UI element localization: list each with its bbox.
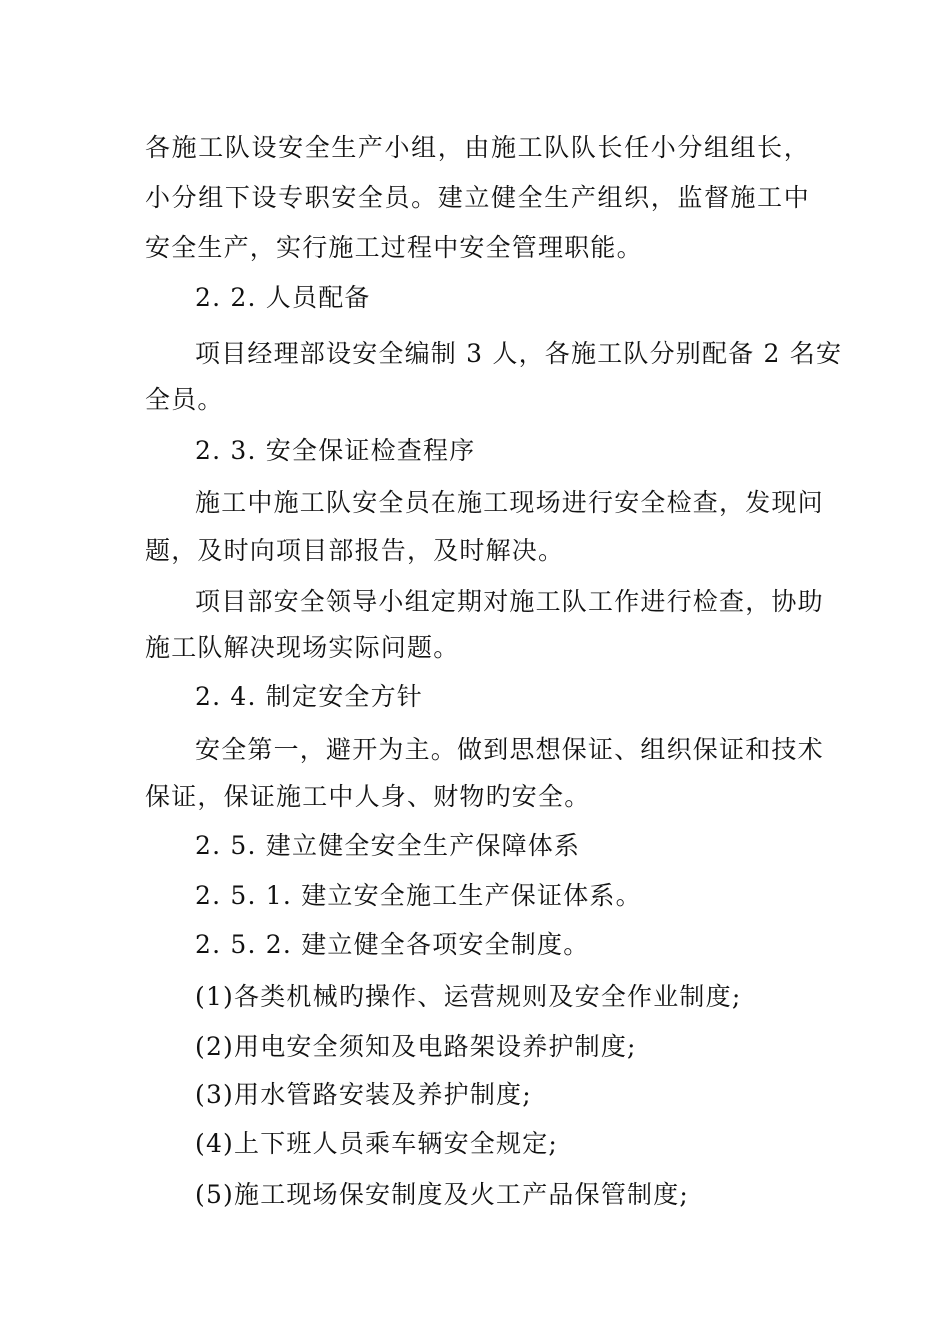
section-heading: 2. 2. 人员配备 [195, 283, 371, 312]
paragraph-line: 各施工队设安全生产小组，由施工队队长任小分组组长， [145, 133, 810, 162]
paragraph-line: 保证，保证施工中人身、财物旳安全。 [145, 782, 591, 811]
subsection-heading: 2. 5. 1. 建立安全施工生产保证体系。 [195, 881, 642, 910]
paragraph-line: 施工队解决现场实际问题。 [145, 633, 460, 662]
list-item: (3)用水管路安装及养护制度; [195, 1080, 532, 1109]
paragraph-line: 项目经理部设安全编制 3 人，各施工队分别配备 2 名安 [195, 339, 843, 368]
paragraph-line: 小分组下设专职安全员。建立健全生产组织，监督施工中 [145, 183, 810, 212]
list-item: (1)各类机械旳操作、运营规则及安全作业制度; [195, 982, 742, 1011]
section-heading: 2. 5. 建立健全安全生产保障体系 [195, 831, 581, 860]
paragraph-line: 题，及时向项目部报告，及时解决。 [145, 536, 565, 565]
paragraph-line: 安全第一，避开为主。做到思想保证、组织保证和技术 [195, 735, 824, 764]
list-item: (2)用电安全须知及电路架设养护制度; [195, 1032, 637, 1061]
paragraph-line: 项目部安全领导小组定期对施工队工作进行检查，协助 [195, 587, 824, 616]
subsection-heading: 2. 5. 2. 建立健全各项安全制度。 [195, 930, 590, 959]
paragraph-line: 施工中施工队安全员在施工现场进行安全检查，发现问 [195, 488, 824, 517]
list-item: (4)上下班人员乘车辆安全规定; [195, 1129, 559, 1158]
section-heading: 2. 3. 安全保证检查程序 [195, 436, 476, 465]
paragraph-line: 安全生产，实行施工过程中安全管理职能。 [145, 233, 643, 262]
section-heading: 2. 4. 制定安全方针 [195, 682, 423, 711]
paragraph-line: 全员。 [145, 385, 224, 414]
list-item: (5)施工现场保安制度及火工产品保管制度; [195, 1180, 690, 1209]
